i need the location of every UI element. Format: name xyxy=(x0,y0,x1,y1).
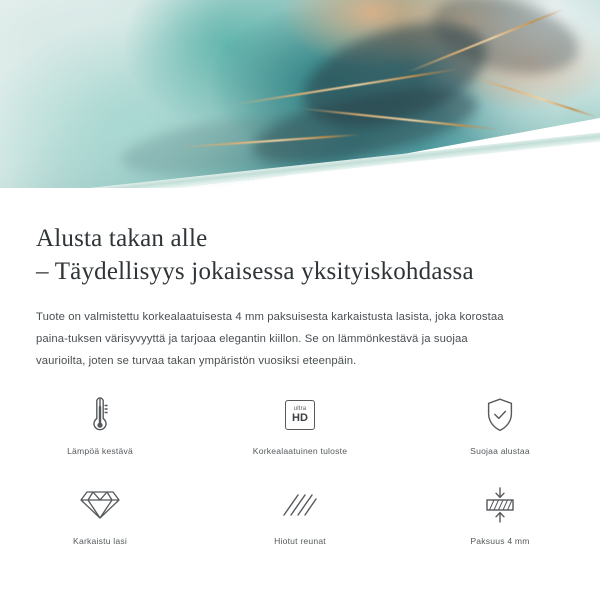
feature-high-quality-print xyxy=(200,392,400,470)
feature-label: Karkaistu lasi xyxy=(73,536,127,546)
feature-grid xyxy=(0,392,600,560)
feature-thickness xyxy=(400,482,600,560)
ultra-hd-icon xyxy=(285,392,315,438)
feature-tempered-glass xyxy=(0,482,200,560)
feature-polished-edges xyxy=(200,482,400,560)
headline-line-2: – Täydellisyys jokaisessa yksityiskohdassa xyxy=(36,258,474,285)
feature-heat-resistant xyxy=(0,392,200,470)
ultra-hd-badge-bottom: HD xyxy=(292,412,308,424)
page-title xyxy=(0,222,600,288)
headline-line-1: Alusta takan alle xyxy=(36,225,208,252)
thermometer-icon xyxy=(87,392,113,438)
thickness-arrows-icon xyxy=(480,482,520,528)
diamond-icon xyxy=(80,482,120,528)
feature-label: Suojaa alustaa xyxy=(470,446,530,456)
polished-edges-icon xyxy=(280,482,320,528)
feature-protects-surface xyxy=(400,392,600,470)
text-content xyxy=(0,222,600,372)
feature-label: Hiotut reunat xyxy=(274,536,326,546)
hero-image xyxy=(0,0,600,228)
feature-label: Paksuus 4 mm xyxy=(470,536,530,546)
description-paragraph: Tuote on valmistettu korkealaatuisesta 4 mm paksuisesta karkaistusta lasista, joka korostaa paina-tuksen värisyvyyttä ja tarjoaa elegantin kiillon. Se on lämmönkestävä ja suojaa vaurioilta, joten se turvaa takan ympäristön vuosiksi eteenpäin. xyxy=(36,311,504,367)
feature-label: Korkealaatuinen tuloste xyxy=(252,446,348,456)
ultra-hd-badge-top: ultra xyxy=(293,406,307,412)
feature-label: Lämpöä kestävä xyxy=(67,446,133,456)
shield-check-icon xyxy=(484,392,516,438)
